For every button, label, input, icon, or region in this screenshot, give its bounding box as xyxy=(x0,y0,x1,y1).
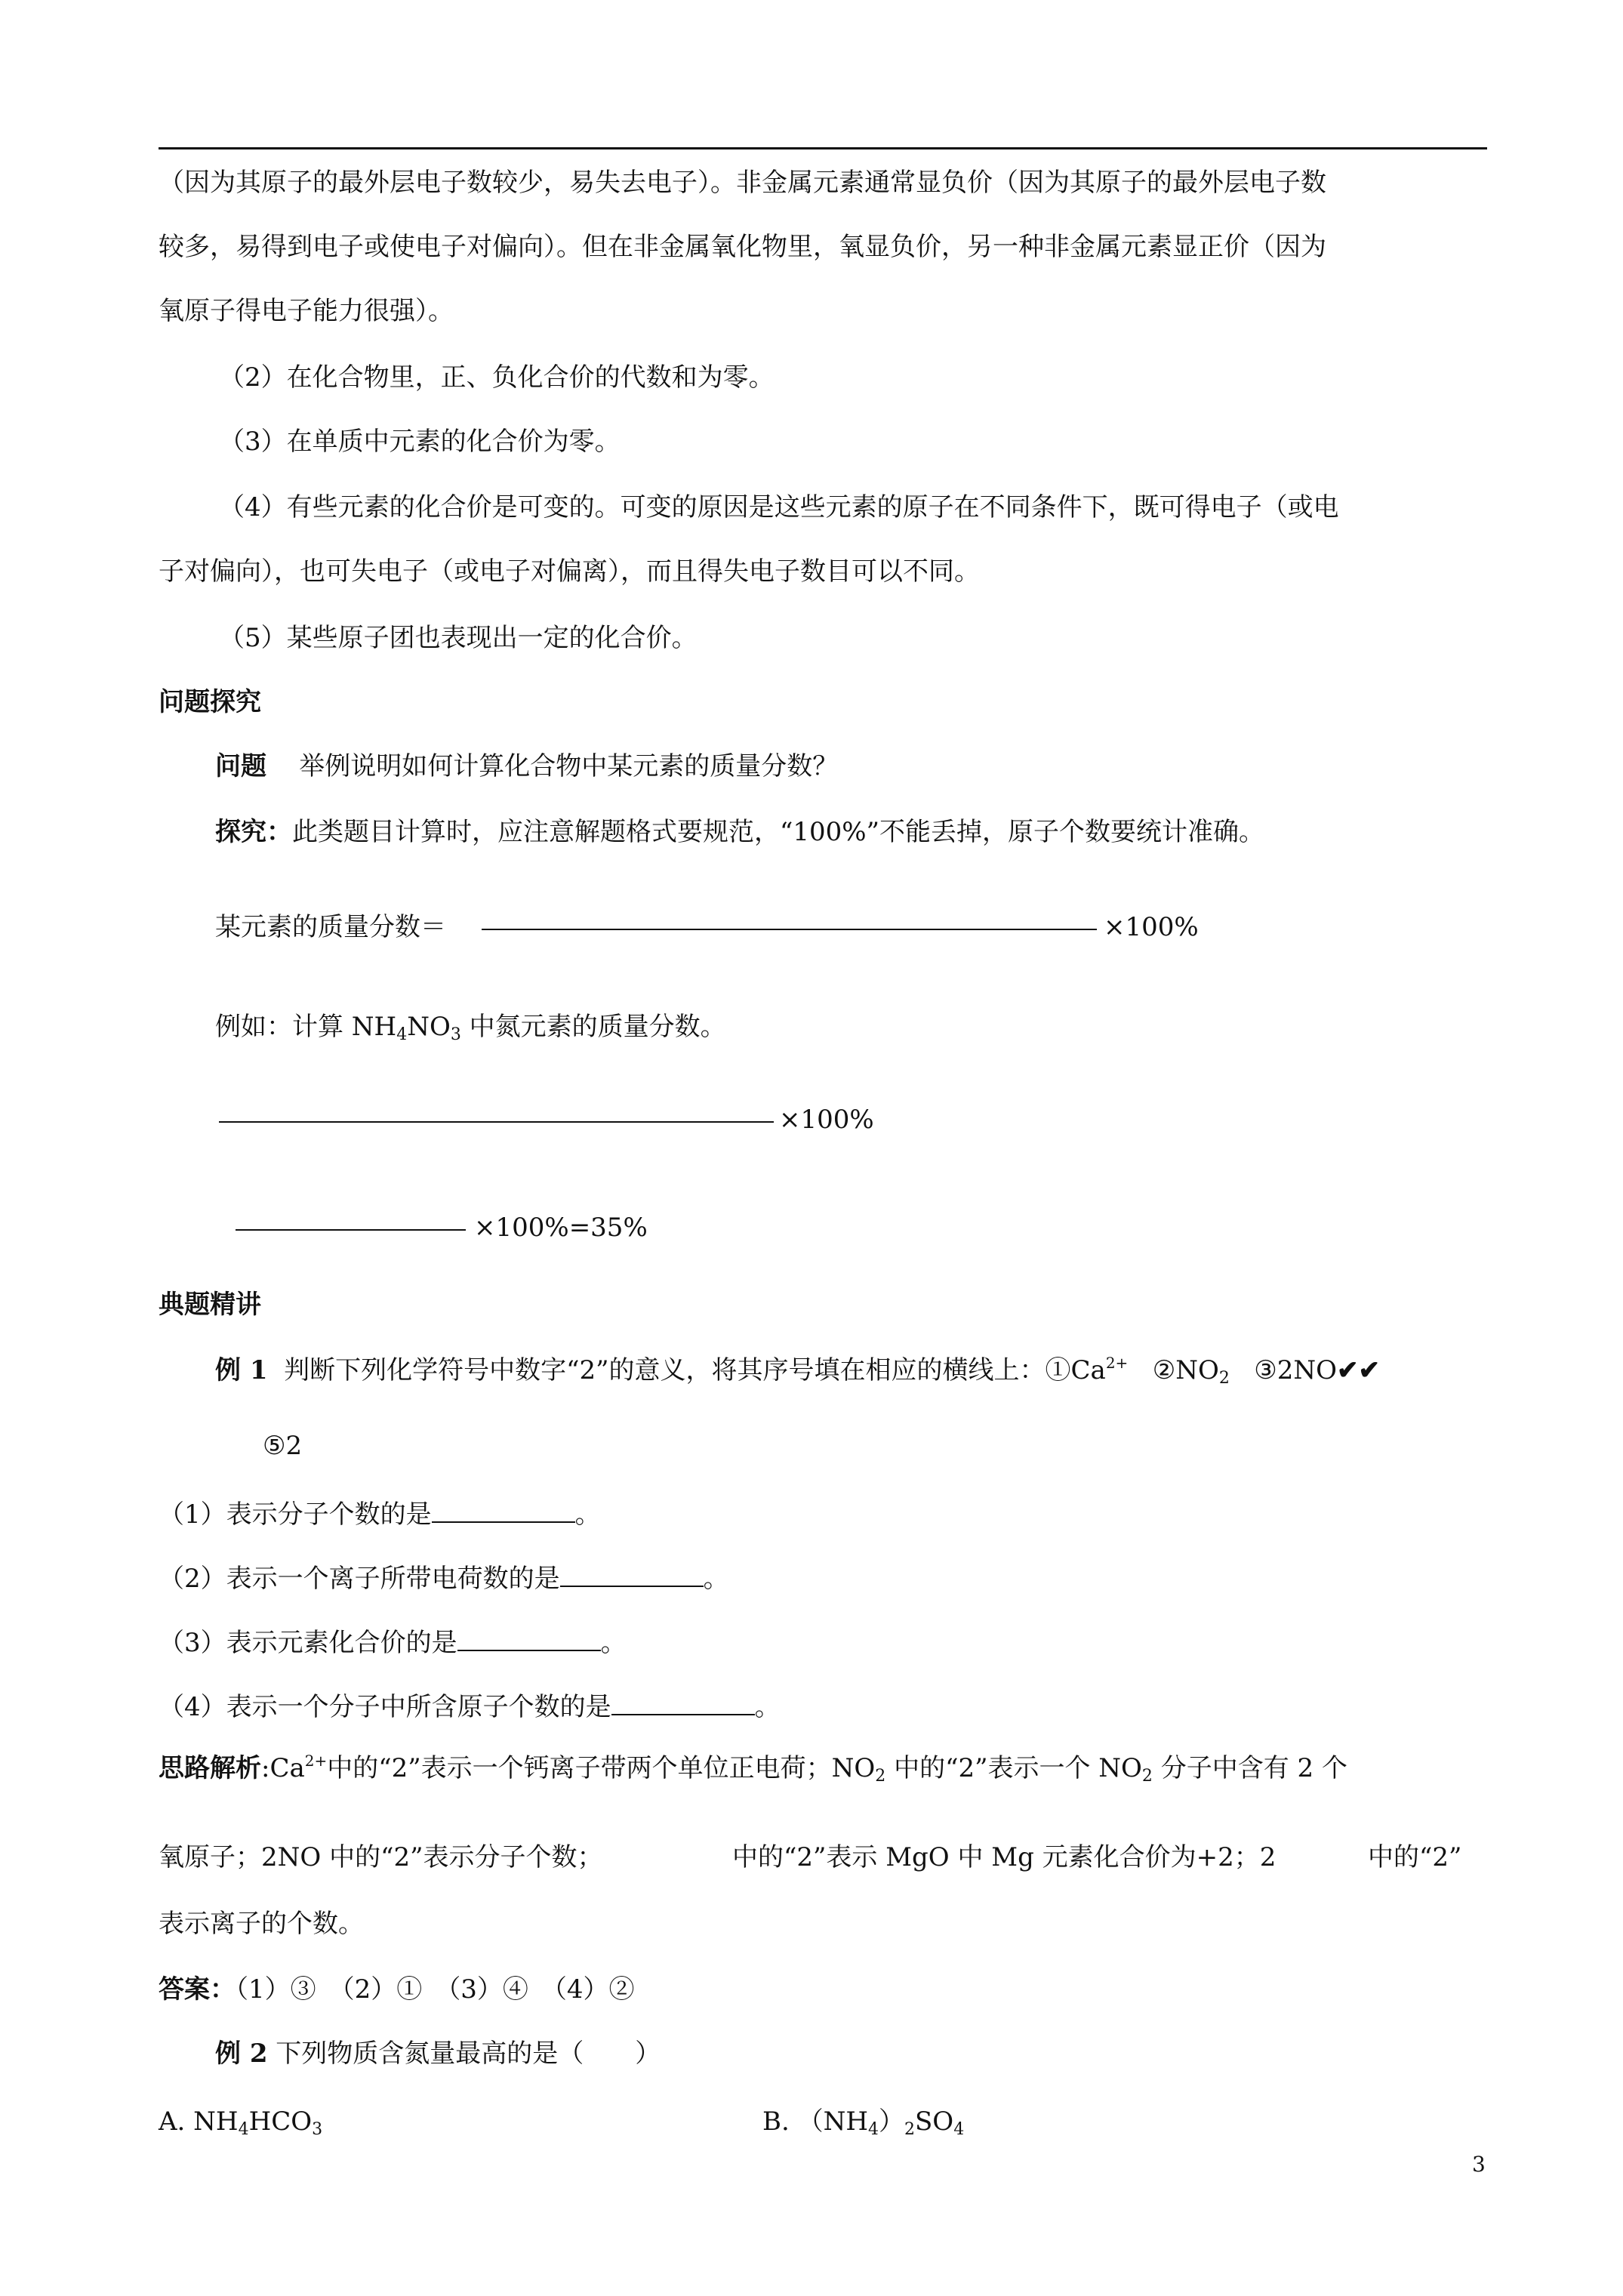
rule-5: （5）某些原子团也表现出一定的化合价。 xyxy=(219,623,698,653)
question-text: 举例说明如何计算化合物中某元素的质量分数？ xyxy=(299,751,839,781)
option-a: A. $NH_4HCO_3$ xyxy=(159,2106,323,2139)
analysis-line-2c: 中的“2” xyxy=(1368,1842,1462,1872)
rule-2: （2）在化合物里，正、负化合价的代数和为零。 xyxy=(219,362,775,393)
section-heading-typical: 典题精讲 xyxy=(159,1290,261,1320)
example-2-line: 例 2 下列物质含氮量最高的是（ ） xyxy=(215,2039,661,2069)
header-rule xyxy=(159,147,1487,149)
example-1-line: 例 1 判断下列化学符号中数字“2”的意义，将其序号填在相应的横线上：$①Ca^{2+}$ $②NO_2$ ③2NO✔✔ xyxy=(215,1354,1381,1388)
answer-blank[interactable] xyxy=(432,1499,575,1523)
calc-2-fraction-bar xyxy=(236,1229,466,1231)
question-line xyxy=(215,751,838,781)
rule-4-cont: 子对偏向），也可失电子（或电子对偏离），而且得失电子数目可以不同。 xyxy=(159,556,980,587)
explore-text: 此类题目计算时，应注意解题格式要规范，“100%”不能丢掉，原子个数要统计准确。 xyxy=(292,817,1264,847)
blank-line-3: （3）表示元素化合价的是 。 xyxy=(159,1628,627,1658)
blank-line-1: （1）表示分子个数的是 。 xyxy=(159,1499,601,1530)
rule-4: （4）有些元素的化合价是可变的。可变的原因是这些元素的原子在不同条件下，既可得电子（或电 xyxy=(219,492,1339,522)
answer-blank[interactable] xyxy=(611,1691,755,1715)
intro-line-1: （因为其原子的最外层电子数较少，易失去电子）。非金属元素通常显负价（因为其原子的最外层电子数 xyxy=(159,168,1326,198)
calc-2-result: ×100%=35% xyxy=(474,1213,648,1243)
analysis-label: 思路解析 xyxy=(159,1753,261,1783)
formula-times: ×100% xyxy=(1104,912,1199,942)
example-1-label: 例 1 xyxy=(215,1355,268,1385)
question-label: 问题 xyxy=(215,751,266,781)
intro-line-3: 氧原子得电子能力很强）。 xyxy=(159,296,454,326)
answer-blank[interactable] xyxy=(560,1563,704,1587)
analysis-line-2b: 中的“2”表示 MgO 中 Mg 元素化合价为+2；2 xyxy=(732,1842,1277,1872)
analysis-line-3: 表示离子的个数。 xyxy=(159,1909,364,1939)
analysis-line-2a: 氧原子；2NO 中的“2”表示分子个数； xyxy=(159,1842,603,1872)
page-number: 3 xyxy=(1472,2152,1486,2177)
answer-line: 答案：（1）③ （2）① （3）④ （4）② xyxy=(159,1974,635,2005)
blank-line-4: （4）表示一个分子中所含原子个数的是 。 xyxy=(159,1692,781,1722)
intro-line-2: 较多，易得到电子或使电子对偏向）。但在非金属氧化物里，氧显负价，另一种非金属元素显正价（因为 xyxy=(159,232,1326,262)
formula-fraction-bar xyxy=(482,929,1097,930)
rule-3: （3）在单质中元素的化合价为零。 xyxy=(219,427,621,457)
example-line: 例如：计算 $NH_4NO_3$ 中氮元素的质量分数。 xyxy=(215,1012,726,1044)
analysis-line-1: 思路解析$:Ca^{2+}$中的“2”表示一个钙离子带两个单位正电荷；$NO_2$ 中的“2”表示一个 $NO_2$ 分子中含有 2 个 xyxy=(159,1752,1347,1786)
example-2-label: 例 2 xyxy=(215,2039,268,2069)
blank-line-2: （2）表示一个离子所带电荷数的是 。 xyxy=(159,1564,729,1594)
explore-line xyxy=(215,817,1264,847)
explore-label: 探究： xyxy=(215,817,292,847)
example-1-item-5: ⑤2 xyxy=(263,1431,303,1461)
answer-blank[interactable] xyxy=(457,1627,601,1651)
formula-label: 某元素的质量分数＝ xyxy=(215,912,446,942)
check-marks: ✔✔ xyxy=(1337,1355,1381,1385)
section-heading-explore: 问题探究 xyxy=(159,687,261,717)
calc-1-times: ×100% xyxy=(779,1105,874,1135)
calc-1-fraction-bar xyxy=(219,1121,774,1123)
option-b: B. $(NH_4)_2SO_4$ xyxy=(762,2106,965,2139)
answer-label: 答案： xyxy=(159,1974,236,2005)
